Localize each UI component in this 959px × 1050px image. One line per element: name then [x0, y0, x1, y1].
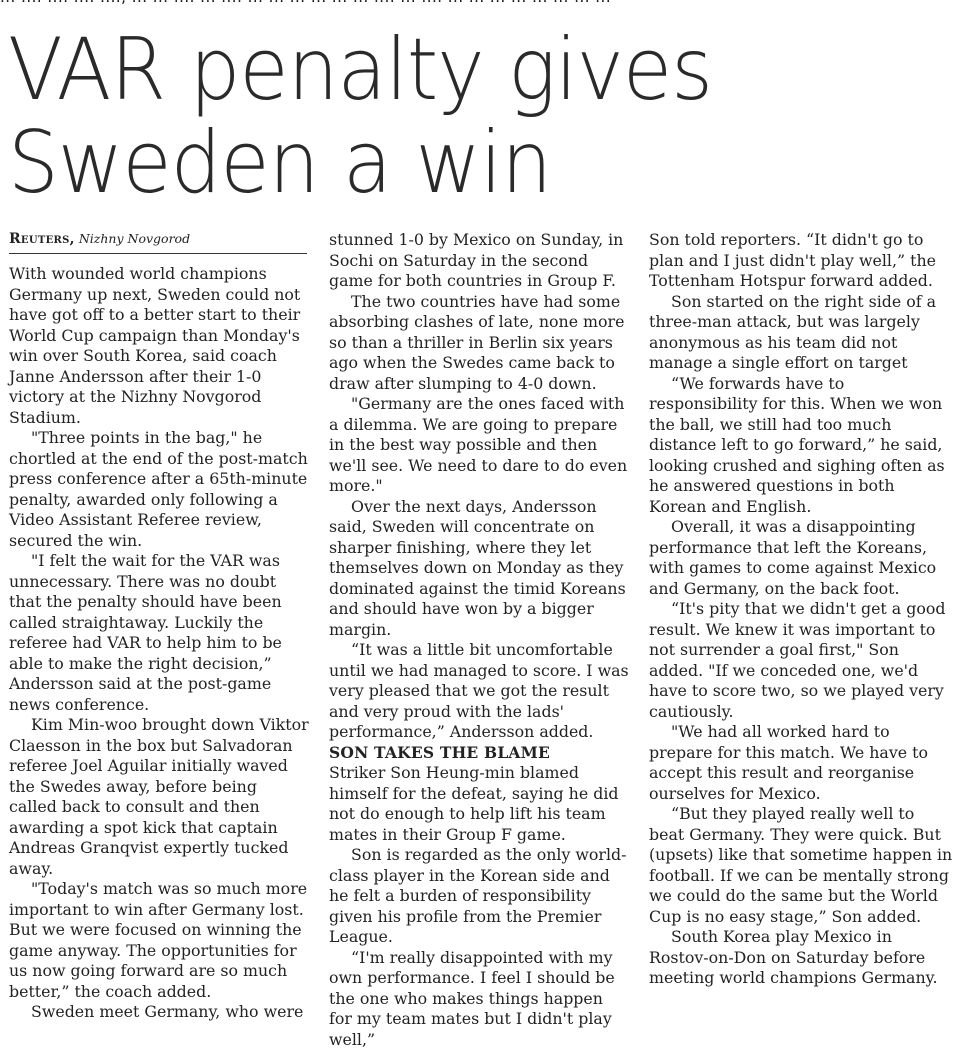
paragraph: "We had all worked hard to prepare for this match. We have to accept this result and reorganise ourselves for Mexico. — [649, 722, 954, 804]
article-column-3 — [649, 230, 954, 989]
paragraph: “But they played really well to beat Germany. They were quick. But (upsets) like that sometime happen in football. If we can be mentally strong we could do the same but the World Cup is no easy stage,” Son added. — [649, 804, 954, 927]
article-column-2 — [329, 230, 629, 1050]
paragraph: "I felt the wait for the VAR was unnecessary. There was no doubt that the penalty should have been called straightaway. Luckily the referee had VAR to help him to be able to make the right decision,” Andersson said at the post-game news conference. — [9, 551, 309, 715]
paragraph: Overall, it was a disappointing performance that left the Koreans, with games to come against Mexico and Germany, on the back foot. — [649, 517, 954, 599]
previous-article-cutoff — [0, 0, 959, 6]
headline-line-2: Sweden a win — [8, 113, 551, 213]
paragraph: Kim Min-woo brought down Viktor Claesson in the box but Salvadoran referee Joel Aguilar initially waved the Swedes away, before being called back to consult and then awarding a spot kick that captain Andreas Granqvist expertly tucked away. — [9, 715, 309, 879]
paragraph: Son told reporters. “It didn't go to plan and I just didn't play well,” the Tottenham Hotspur forward added. — [649, 230, 954, 292]
headline-line-1: VAR penalty gives — [8, 20, 712, 120]
paragraph: With wounded world champions Germany up next, Sweden could not have got off to a better start to their World Cup campaign than Monday's win over South Korea, said coach Janne Andersson after their 1-0 victory at the Nizhny Novgorod Stadium. — [9, 264, 309, 428]
paragraph: Striker Son Heung-min blamed himself for the defeat, saying he did not do enough to help lift his team mates in their Group F game. — [329, 763, 629, 845]
paragraph: “It's pity that we didn't get a good result. We knew it was important to not surrender a goal first," Son added. "If we conceded one, we'd have to score two, so we played very cautiously. — [649, 599, 954, 722]
paragraph: Over the next days, Andersson said, Sweden will concentrate on sharper finishing, where they let themselves down on Monday as they dominated against the timid Koreans and should have won by a bigger margin. — [329, 497, 629, 641]
paragraph: "Germany are the ones faced with a dilemma. We are going to prepare in the best way possible and then we'll see. We need to dare to do even more." — [329, 394, 629, 497]
paragraph: “I'm really disappointed with my own performance. I feel I should be the one who makes things happen for my team mates but I didn't play well,” — [329, 948, 629, 1050]
paragraph: South Korea play Mexico in Rostov-on-Don on Saturday before meeting world champions Germany. — [649, 927, 954, 989]
paragraph: “It was a little bit uncomfortable until we had managed to score. I was very pleased that we got the result and very proud with the lads' performance,” Andersson added. — [329, 640, 629, 743]
paragraph: stunned 1-0 by Mexico on Sunday, in Sochi on Saturday in the second game for both countries in Group F. — [329, 230, 629, 292]
headline — [8, 24, 882, 210]
byline-place: Nizhny Novgorod — [79, 231, 190, 246]
paragraph: "Today's match was so much more important to win after Germany lost. But we were focused on winning the game anyway. The opportunities for us now going forward are so much better,” the coach added. — [9, 879, 309, 1002]
paragraph: “We forwards have to responsibility for this. When we won the ball, we still had too much distance left to go forward,” he said, looking crushed and sighing often as he answered questions in both Korean and English. — [649, 374, 954, 518]
byline — [9, 230, 307, 254]
article-column-1 — [9, 230, 309, 1023]
paragraph: Son is regarded as the only world-class player in the Korean side and he felt a burden of responsibility given his profile from the Premier League. — [329, 845, 629, 948]
paragraph: The two countries have had some absorbing clashes of late, none more so than a thriller in Berlin six years ago when the Swedes came back to draw after slumping to 4-0 down. — [329, 292, 629, 395]
subheading: SON TAKES THE BLAME — [329, 743, 629, 764]
paragraph: Sweden meet Germany, who were — [9, 1002, 309, 1023]
byline-agency: Reuters, — [9, 231, 75, 247]
paragraph: "Three points in the bag," he chortled at the end of the post-match press conference after a 65th-minute penalty, awarded only following a Video Assistant Referee review, secured the win. — [9, 428, 309, 551]
paragraph: Son started on the right side of a three-man attack, but was largely anonymous as his team did not manage a single effort on target — [649, 292, 954, 374]
